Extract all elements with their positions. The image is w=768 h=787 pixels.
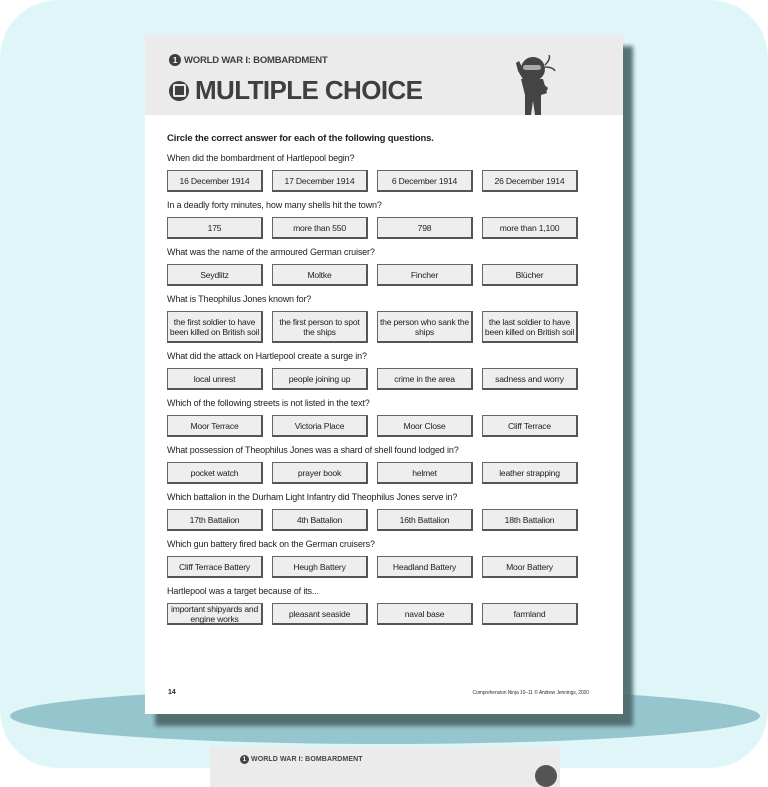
option-box[interactable]: Moor Battery — [482, 556, 578, 578]
option-box[interactable]: 6 December 1914 — [377, 170, 473, 192]
option-box[interactable]: Headland Battery — [377, 556, 473, 578]
option-box[interactable]: 4th Battalion — [272, 509, 368, 531]
question-3: What was the name of the armoured German cruiser? — [167, 247, 375, 257]
option-box[interactable]: 16th Battalion — [377, 509, 473, 531]
options-4 — [167, 311, 587, 343]
option-box[interactable]: people joining up — [272, 368, 368, 390]
options-6 — [167, 415, 587, 437]
option-box[interactable]: 16 December 1914 — [167, 170, 263, 192]
questions-section — [167, 133, 587, 633]
next-page-preview — [210, 747, 560, 787]
option-box[interactable]: 798 — [377, 217, 473, 239]
question-6: Which of the following streets is not listed in the text? — [167, 398, 370, 408]
options-1 — [167, 170, 587, 192]
option-box[interactable]: 17th Battalion — [167, 509, 263, 531]
options-2 — [167, 217, 587, 239]
question-4: What is Theophilus Jones known for? — [167, 294, 312, 304]
option-box[interactable]: Cliff Terrace — [482, 415, 578, 437]
options-9 — [167, 556, 587, 578]
option-box[interactable]: more than 550 — [272, 217, 368, 239]
option-box[interactable]: Fincher — [377, 264, 473, 286]
question-2: In a deadly forty minutes, how many shells hit the town? — [167, 200, 382, 210]
question-9: Which gun battery fired back on the German cruisers? — [167, 539, 375, 549]
next-page-subtitle-text: WORLD WAR I: BOMBARDMENT — [251, 756, 363, 763]
option-box[interactable]: Moor Terrace — [167, 415, 263, 437]
unit-number-badge: 1 — [169, 54, 181, 66]
option-box[interactable]: the person who sank the ships — [377, 311, 473, 343]
option-box[interactable]: sadness and worry — [482, 368, 578, 390]
option-box[interactable]: 18th Battalion — [482, 509, 578, 531]
page-number: 14 — [168, 689, 176, 696]
options-7 — [167, 462, 587, 484]
worksheet-page — [145, 35, 623, 714]
question-1: When did the bombardment of Hartlepool begin? — [167, 153, 355, 163]
option-box[interactable]: 175 — [167, 217, 263, 239]
ninja-icon — [535, 765, 557, 787]
copyright-text: Comprehension Ninja 10–11 © Andrew Jennings, 2020 — [472, 690, 589, 696]
option-box[interactable]: Seydlitz — [167, 264, 263, 286]
option-box[interactable]: 26 December 1914 — [482, 170, 578, 192]
options-3 — [167, 264, 587, 286]
page-header — [145, 35, 623, 115]
page-title-text: MULTIPLE CHOICE — [195, 75, 423, 105]
option-box[interactable]: helmet — [377, 462, 473, 484]
option-box[interactable]: prayer book — [272, 462, 368, 484]
next-page-subtitle — [240, 755, 363, 764]
option-box[interactable]: local unrest — [167, 368, 263, 390]
stop-circle-icon — [169, 81, 189, 101]
question-8: Which battalion in the Durham Light Infantry did Theophilus Jones serve in? — [167, 492, 458, 502]
option-box[interactable]: naval base — [377, 603, 473, 625]
option-box[interactable]: Cliff Terrace Battery — [167, 556, 263, 578]
option-box[interactable]: 17 December 1914 — [272, 170, 368, 192]
option-box[interactable]: Blücher — [482, 264, 578, 286]
option-box[interactable]: pocket watch — [167, 462, 263, 484]
unit-subtitle — [169, 54, 328, 66]
option-box[interactable]: Victoria Place — [272, 415, 368, 437]
option-box[interactable]: the first person to spot the ships — [272, 311, 368, 343]
unit-subtitle-text: WORLD WAR I: BOMBARDMENT — [184, 54, 328, 66]
option-box[interactable]: Heugh Battery — [272, 556, 368, 578]
option-box[interactable]: more than 1,100 — [482, 217, 578, 239]
option-box[interactable]: important shipyards and engine works — [167, 603, 263, 625]
option-box[interactable]: the last soldier to have been killed on British soil — [482, 311, 578, 343]
option-box[interactable]: Moor Close — [377, 415, 473, 437]
question-5: What did the attack on Hartlepool create a surge in? — [167, 351, 367, 361]
option-box[interactable]: leather strapping — [482, 462, 578, 484]
page-title — [169, 75, 422, 106]
instruction-text: Circle the correct answer for each of the following questions. — [167, 133, 434, 144]
options-10 — [167, 603, 587, 625]
options-8 — [167, 509, 587, 531]
option-box[interactable]: pleasant seaside — [272, 603, 368, 625]
question-7: What possession of Theophilus Jones was a shard of shell found lodged in? — [167, 445, 459, 455]
option-box[interactable]: the first soldier to have been killed on British soil — [167, 311, 263, 343]
question-10: Hartlepool was a target because of its... — [167, 586, 319, 596]
option-box[interactable]: crime in the area — [377, 368, 473, 390]
option-box[interactable]: farmland — [482, 603, 578, 625]
ninja-icon — [503, 55, 567, 117]
options-5 — [167, 368, 587, 390]
option-box[interactable]: Moltke — [272, 264, 368, 286]
unit-number-badge: 1 — [240, 755, 249, 764]
